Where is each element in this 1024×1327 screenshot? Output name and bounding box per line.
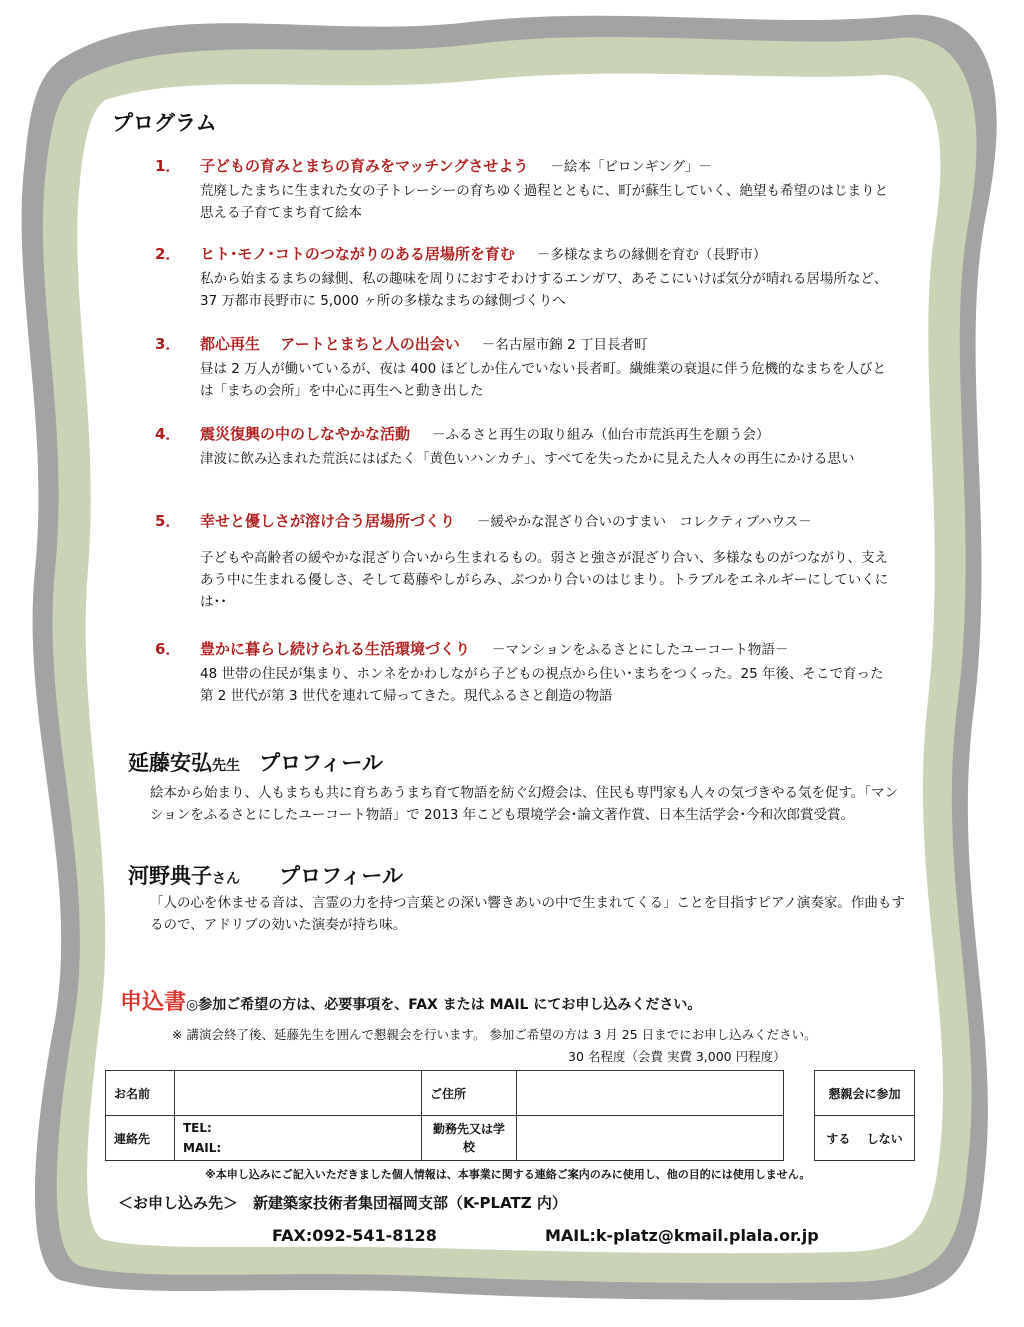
application-lead: ◎参加ご希望の方は、必要事項を、FAX または MAIL にてお申し込みください。 [186, 997, 702, 1013]
item-number: 5． [155, 512, 181, 530]
item-title: ヒト･モノ･コトのつながりのある居場所を育む [200, 245, 515, 263]
program-item-1 [155, 155, 935, 224]
item-title: 豊かに暮らし続けられる生活環境づくり [200, 640, 471, 658]
spacer [784, 1116, 815, 1161]
item-description: 荒廃したまちに生まれた女の子トレーシーの育ちゆく過程とともに、町が蘇生していく、絶望も希望のはじまりと思える子育てまち育て絵本 [200, 183, 888, 221]
item-description: 子どもや高齢者の緩やかな混ざり合いから生まれるもの。弱さと強さが混ざり合い、多様なものがつながり、支えあう中に生まれる優しさ、そして葛藤やしがらみ、ぶつかり合いのはじまり。トラブルをエネルギーにしていくには･･ [200, 550, 889, 610]
profile-1-name: 延藤安弘 [128, 751, 212, 775]
profile-2-label: プロフィール [279, 864, 403, 888]
item-subtitle: －多様なまちの縁側を育む（長野市） [536, 247, 767, 263]
program-item-3 [155, 333, 935, 402]
contact-line: ＜お申し込み先＞ 新建築家技術者集団福岡支部（K-PLATZ 内） [118, 1194, 567, 1212]
name-field[interactable] [175, 1071, 422, 1116]
application-note-2: 30 名程度（会費 実費 3,000 円程度） [568, 1049, 786, 1064]
item-title: 子どもの育みとまちの育みをマッチングさせよう [200, 157, 529, 175]
item-subtitle: －ふるさと再生の取り組み（仙台市荒浜再生を願う会） [432, 427, 770, 443]
profile-2-honorific: さん [212, 871, 240, 887]
party-label: 懇親会に参加 [815, 1071, 915, 1116]
work-label: 勤務先又は学校 [422, 1116, 517, 1161]
tel-label: TEL: [183, 1121, 212, 1135]
application-title: 申込書 [120, 990, 187, 1015]
name-label: お名前 [106, 1071, 175, 1116]
program-item-6 [155, 638, 935, 707]
profile-1-heading [128, 747, 383, 777]
item-description: 私から始まるまちの縁側、私の趣味を周りにおすそわけするエンガワ、あそこにいけば気分が晴れる居場所など、37 万都市長野市に 5,000 ヶ所の多様なまちの縁側づくりへ [200, 271, 888, 309]
application-form [105, 1070, 915, 1161]
contact-label: 連絡先 [106, 1116, 175, 1161]
item-description: 48 世帯の住民が集まり、ホンネをかわしながら子どもの視点から住い･まちをつくった。25 年後、そこで育った第 2 世代が第 3 世代を連れて帰ってきた。現代ふるさと創造の物語 [200, 666, 884, 704]
contact-field[interactable] [175, 1116, 422, 1161]
item-number: 3． [155, 335, 181, 353]
form-row-name [106, 1071, 915, 1116]
item-number: 6． [155, 640, 181, 658]
profile-1-honorific: 先生 [212, 758, 240, 774]
form-row-contact [106, 1116, 915, 1161]
application-note-1: ※ 講演会終了後、延藤先生を囲んで懇親会を行います。 参加ご希望の方は 3 月 25 日までにお申し込みください。 [172, 1027, 817, 1042]
item-subtitle: －名古屋市錦 2 丁目長者町 [481, 337, 648, 353]
item-number: 2． [155, 245, 181, 263]
item-subtitle: －絵本「ビロンギング」－ [550, 159, 712, 175]
program-item-2 [155, 243, 935, 312]
profile-2-heading [128, 860, 403, 890]
item-number: 1． [155, 157, 181, 175]
item-number: 4． [155, 425, 181, 443]
item-title: 幸せと優しさが溶け合う居場所づくり [200, 512, 456, 530]
privacy-note: ※本申し込みにご記入いただきました個人情報は、本事業に関する連絡ご案内のみに使用し、他の目的には使用しません。 [205, 1168, 811, 1181]
item-title: 震災復興の中のしなやかな活動 [200, 425, 411, 443]
program-item-5 [155, 510, 935, 613]
item-subtitle: －緩やかな混ざり合いのすまい コレクティブハウス－ [477, 514, 812, 530]
work-field[interactable] [517, 1116, 784, 1161]
item-title: 都心再生 アートとまちと人の出会い [200, 335, 460, 353]
application-heading [120, 985, 701, 1016]
profile-1-body: 絵本から始まり、人もまちも共に育ちあうまち育て物語を紡ぐ幻燈会は、住民も専門家も人々の気づきやる気を促す。「マンションをふるさとにしたユーコート物語」で 2013 年こども環境学会･論文著作賞、日本生活学会･今和次郎賞受賞。 [150, 785, 899, 823]
address-field[interactable] [517, 1071, 784, 1116]
contact-mail[interactable]: MAIL:k-platz@kmail.plala.or.jp [545, 1226, 819, 1245]
party-options[interactable]: する しない [815, 1116, 915, 1161]
item-description: 昼は 2 万人が働いているが、夜は 400 ほどしか住んでいない長者町。繊維業の衰退に伴う危機的なまちを人びとは「まちの会所」を中心に再生へと動き出した [200, 361, 887, 399]
contact-fax: FAX:092-541-8128 [272, 1226, 437, 1245]
mail-label: MAIL: [183, 1141, 222, 1155]
program-heading: プログラム [112, 111, 217, 135]
profile-1-label: プロフィール [259, 751, 383, 775]
address-label: ご住所 [422, 1071, 517, 1116]
profile-2-body: 「人の心を休ませる音は、言霊の力を持つ言葉との深い響きあいの中で生まれてくる」ことを目指すピアノ演奏家。作曲もするので、アドリブの効いた演奏が持ち味。 [150, 895, 905, 933]
program-item-4 [155, 423, 935, 470]
spacer [784, 1071, 815, 1116]
item-subtitle: －マンションをふるさとにしたユーコート物語－ [492, 642, 789, 658]
profile-2-name: 河野典子 [128, 864, 212, 888]
item-description: 津波に飲み込まれた荒浜にはばたく「黄色いハンカチ」、すべてを失ったかに見えた人々の再生にかける思い [200, 451, 855, 467]
